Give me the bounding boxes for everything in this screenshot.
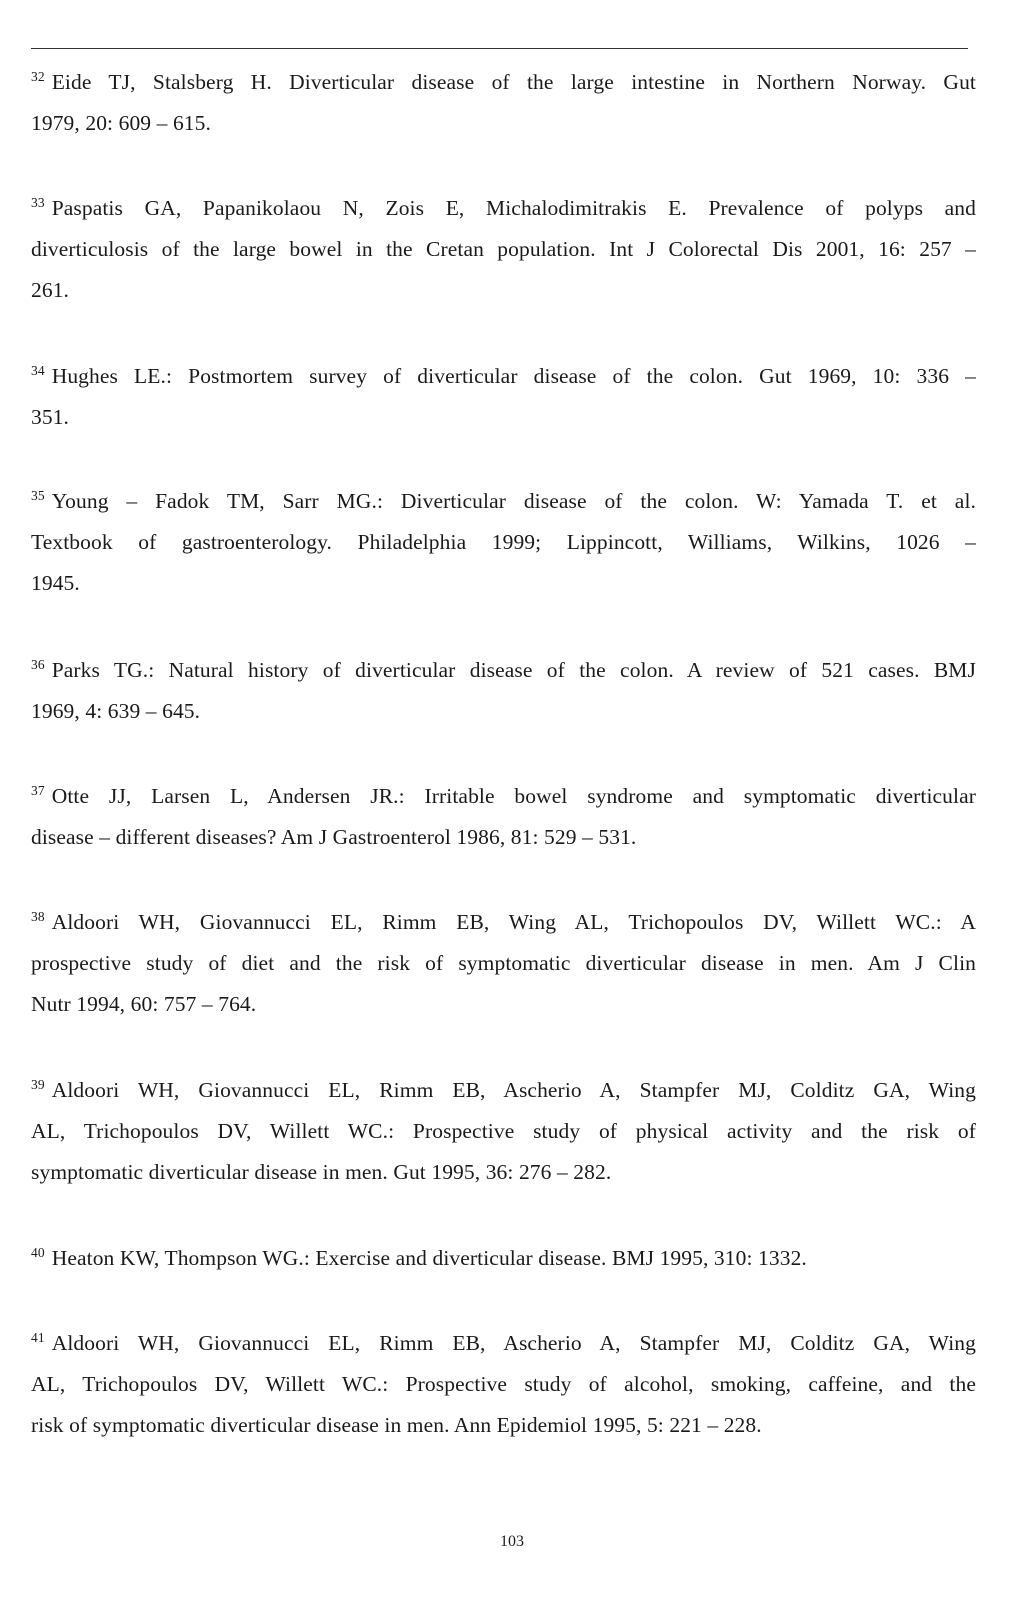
- reference-number: 40: [31, 1245, 45, 1260]
- reference-line: 1979, 20: 609 – 615.: [31, 111, 211, 135]
- reference-line: $^{37}$ Otte JJ, Larsen L, Andersen JR.: Irritable bowel syndrome and symptomatic diverticular: [31, 783, 976, 808]
- reference-line: 261.: [31, 278, 70, 302]
- reference-line: risk of symptomatic diverticular disease in men. Ann Epidemiol 1995, 5: 221 – 228.: [31, 1413, 762, 1437]
- reference-number: 34: [31, 363, 45, 378]
- page-number: 103: [500, 1533, 524, 1550]
- reference-number: 36: [31, 657, 45, 672]
- reference-38: [31, 902, 976, 1025]
- reference-number: 35: [31, 488, 45, 503]
- reference-line: 1969, 4: 639 – 645.: [31, 699, 201, 723]
- reference-line: AL, Trichopoulos DV, Willett WC.: Prospective study of physical activity and the risk of: [31, 1119, 976, 1143]
- reference-line: diverticulosis of the large bowel in the Cretan population. Int J Colorectal Dis 2001, 16: 257 –: [31, 237, 976, 261]
- reference-line: Nutr 1994, 60: 757 – 764.: [31, 992, 257, 1016]
- reference-line: $^{35}$ Young – Fadok TM, Sarr MG.: Diverticular disease of the colon. W: Yamada T. et al.: [31, 488, 976, 513]
- reference-line: $^{40}$ Heaton KW, Thompson WG.: Exercise and diverticular disease. BMJ 1995, 310: 1332.: [31, 1245, 807, 1270]
- reference-number: 39: [31, 1077, 45, 1092]
- reference-line: 1945.: [31, 571, 80, 595]
- reference-line: $^{34}$ Hughes LE.: Postmortem survey of diverticular disease of the colon. Gut 1969, 10: 336 –: [31, 363, 976, 388]
- reference-line: $^{36}$ Parks TG.: Natural history of diverticular disease of the colon. A review of 521 cases. BMJ: [31, 657, 976, 682]
- reference-line: AL, Trichopoulos DV, Willett WC.: Prospective study of alcohol, smoking, caffeine, and the: [31, 1372, 976, 1396]
- reference-number: 32: [31, 69, 45, 84]
- reference-33: [31, 188, 976, 311]
- reference-line: $^{41}$ Aldoori WH, Giovannucci EL, Rimm EB, Ascherio A, Stampfer MJ, Colditz GA, Wing: [31, 1330, 976, 1355]
- reference-line: 351.: [31, 405, 70, 429]
- reference-41: [31, 1323, 976, 1446]
- reference-line: $^{39}$ Aldoori WH, Giovannucci EL, Rimm EB, Ascherio A, Stampfer MJ, Colditz GA, Wing: [31, 1077, 976, 1102]
- reference-number: 37: [31, 783, 45, 798]
- reference-34: [31, 356, 976, 438]
- reference-line: symptomatic diverticular disease in men. Gut 1995, 36: 276 – 282.: [31, 1160, 612, 1184]
- reference-number: 41: [31, 1330, 45, 1345]
- reference-35: [31, 481, 976, 604]
- reference-line: $^{32}$ Eide TJ, Stalsberg H. Diverticular disease of the large intestine in Northern Norway. Gut: [31, 69, 976, 94]
- reference-36: [31, 650, 976, 732]
- reference-37: [31, 776, 976, 858]
- footnote-separator-rule: [31, 48, 968, 49]
- reference-line: disease – different diseases? Am J Gastroenterol 1986, 81: 529 – 531.: [31, 825, 637, 849]
- reference-39: [31, 1070, 976, 1193]
- reference-number: 33: [31, 195, 45, 210]
- reference-number: 38: [31, 909, 45, 924]
- reference-line: prospective study of diet and the risk of symptomatic diverticular disease in men. Am J Clin: [31, 951, 976, 975]
- reference-line: $^{33}$ Paspatis GA, Papanikolaou N, Zois E, Michalodimitrakis E. Prevalence of polyps and: [31, 195, 976, 220]
- reference-line: $^{38}$ Aldoori WH, Giovannucci EL, Rimm EB, Wing AL, Trichopoulos DV, Willett WC.: A: [31, 909, 976, 934]
- reference-32: [31, 62, 976, 144]
- reference-line: Textbook of gastroenterology. Philadelphia 1999; Lippincott, Williams, Wilkins, 1026 –: [31, 530, 976, 554]
- reference-40: [31, 1238, 976, 1279]
